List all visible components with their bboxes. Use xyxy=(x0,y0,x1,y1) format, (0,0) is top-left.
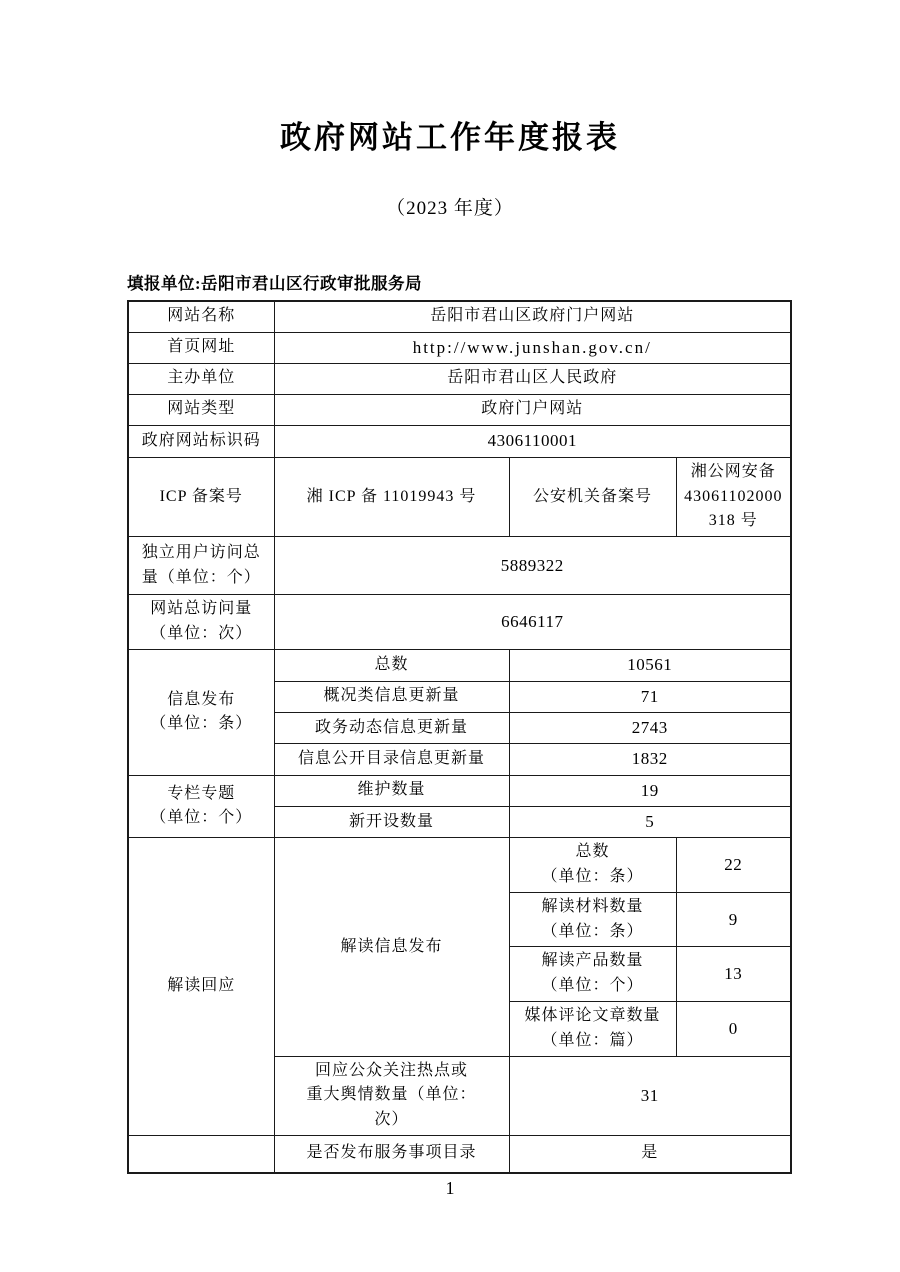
police-filing-value-cell: 湘公网安备 43061102000 318 号 xyxy=(676,457,791,536)
row-interp-total xyxy=(128,838,791,893)
row-site-name xyxy=(128,301,791,332)
info-overview-value-cell: 71 xyxy=(509,681,791,712)
filing-unit-line: 填报单位:岳阳市君山区行政审批服务局 xyxy=(127,274,422,293)
interpretation-publish-cell: 解读信息发布 xyxy=(274,838,509,1056)
row-unique-visitors xyxy=(128,537,791,595)
info-overview-label-cell: 概况类信息更新量 xyxy=(274,681,509,712)
row-service-directory xyxy=(128,1136,791,1173)
row-site-code xyxy=(128,425,791,457)
service-directory-label-cell: 是否发布服务事项目录 xyxy=(274,1136,509,1173)
site-name-label-cell: 网站名称 xyxy=(128,301,274,332)
organizer-value-cell: 岳阳市君山区人民政府 xyxy=(274,363,791,394)
row-homepage-url xyxy=(128,332,791,363)
interpretation-group-cell: 解读回应 xyxy=(128,838,274,1136)
info-total-value-cell: 10561 xyxy=(509,650,791,681)
homepage-value-cell: http://www.junshan.gov.cn/ xyxy=(274,332,791,363)
column-new-value-cell: 5 xyxy=(509,806,791,837)
info-catalog-label-cell: 信息公开目录信息更新量 xyxy=(274,744,509,775)
info-total-label-cell: 总数 xyxy=(274,650,509,681)
interp-material-value-cell: 9 xyxy=(676,892,791,947)
total-visits-value-cell: 6646117 xyxy=(274,595,791,650)
site-type-label-cell: 网站类型 xyxy=(128,394,274,425)
unique-visitors-label-cell: 独立用户访问总 量（单位：个） xyxy=(128,537,274,595)
site-code-label-cell: 政府网站标识码 xyxy=(128,425,274,457)
column-new-label-cell: 新开设数量 xyxy=(274,806,509,837)
report-table xyxy=(127,300,792,1174)
interp-product-label-cell: 解读产品数量 （单位：个） xyxy=(509,947,676,1002)
row-icp-filing xyxy=(128,457,791,536)
report-year-subtitle: （2023 年度） xyxy=(386,198,514,219)
interp-media-label-cell: 媒体评论文章数量 （单位：篇） xyxy=(509,1002,676,1057)
interp-product-value-cell: 13 xyxy=(676,947,791,1002)
total-visits-label-cell: 网站总访问量 （单位：次） xyxy=(128,595,274,650)
column-maintained-label-cell: 维护数量 xyxy=(274,775,509,806)
icp-value-cell: 湘 ICP 备 11019943 号 xyxy=(274,457,509,536)
interp-media-value-cell: 0 xyxy=(676,1002,791,1057)
row-organizer xyxy=(128,363,791,394)
page-number: 1 xyxy=(445,1178,455,1198)
organizer-label-cell: 主办单位 xyxy=(128,363,274,394)
interp-material-label-cell: 解读材料数量 （单位：条） xyxy=(509,892,676,947)
police-filing-label-cell: 公安机关备案号 xyxy=(509,457,676,536)
row-info-total xyxy=(128,650,791,681)
row-total-visits xyxy=(128,595,791,650)
info-publish-group-cell: 信息发布 （单位：条） xyxy=(128,650,274,775)
info-dynamic-value-cell: 2743 xyxy=(509,712,791,743)
unique-visitors-value-cell: 5889322 xyxy=(274,537,791,595)
info-catalog-value-cell: 1832 xyxy=(509,744,791,775)
homepage-label-cell: 首页网址 xyxy=(128,332,274,363)
interp-total-value-cell: 22 xyxy=(676,838,791,893)
special-column-group-cell: 专栏专题 （单位：个） xyxy=(128,775,274,838)
info-dynamic-label-cell: 政务动态信息更新量 xyxy=(274,712,509,743)
row-site-type xyxy=(128,394,791,425)
report-title: 政府网站工作年度报表 xyxy=(280,120,620,155)
column-maintained-value-cell: 19 xyxy=(509,775,791,806)
row-column-maintained xyxy=(128,775,791,806)
icp-label-cell: ICP 备案号 xyxy=(128,457,274,536)
service-directory-value-cell: 是 xyxy=(509,1136,791,1173)
site-name-value-cell: 岳阳市君山区政府门户网站 xyxy=(274,301,791,332)
hotspot-response-value-cell: 31 xyxy=(509,1056,791,1135)
site-type-value-cell: 政府门户网站 xyxy=(274,394,791,425)
site-code-value-cell: 4306110001 xyxy=(274,425,791,457)
hotspot-response-label-cell: 回应公众关注热点或 重大舆情数量（单位： 次） xyxy=(274,1056,509,1135)
empty-corner-cell xyxy=(128,1136,274,1173)
interp-total-label-cell: 总数 （单位：条） xyxy=(509,838,676,893)
